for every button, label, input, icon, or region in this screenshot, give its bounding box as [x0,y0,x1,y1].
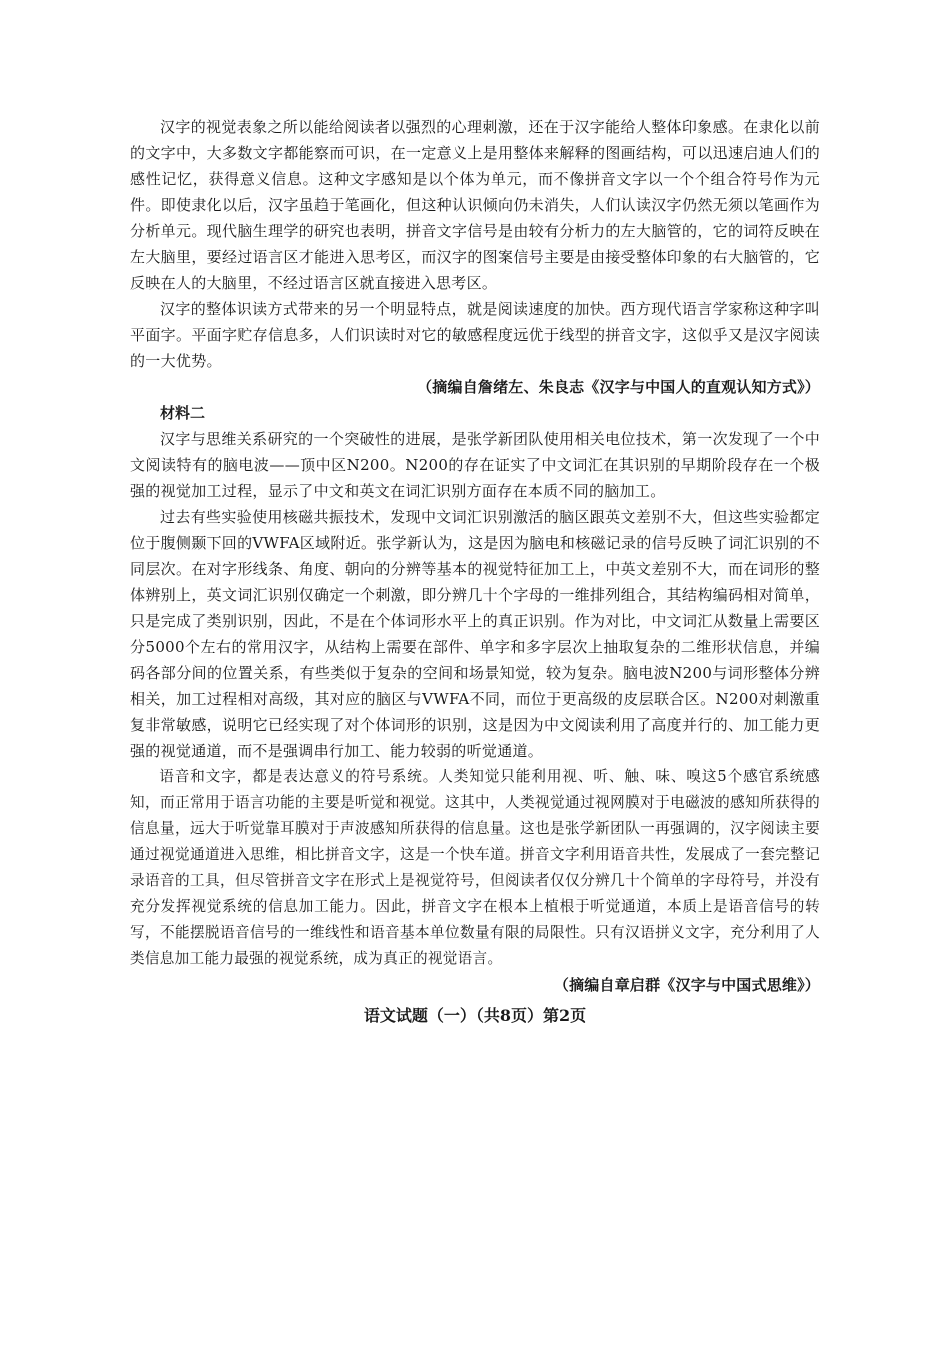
material2-paragraph-1: 汉字与思维关系研究的一个突破性的进展，是张学新团队使用相关电位技术，第一次发现了一个中文阅读特有的脑电波——顶中区N200。N200的存在证实了中文词汇在其识别的早期阶段存在一个极强的视觉加工过程，显示了中文和英文在词汇识别方面存在本质不同的脑加工。 [130,430,820,500]
material1-source: （摘编自詹绪左、朱良志《汉字与中国人的直观认知方式》） [417,378,820,396]
exam-page [130,114,820,1030]
material1-paragraph-1: 汉字的视觉表象之所以能给阅读者以强烈的心理刺激，还在于汉字能给人整体印象感。在隶化以前的文字中，大多数文字都能察而可识，在一定意义上是用整体来解释的图画结构，可以迅速启迪人们的感性记忆，获得意义信息。这种文字感知是以个体为单元，而不像拼音文字以一个个组合符号作为元件。即使隶化以后，汉字虽趋于笔画化，但这种认识倾向仍未消失，人们认读汉字仍然无须以笔画作为分析单元。现代脑生理学的研究也表明，拼音文字信号是由较有分析力的左大脑管的，它的词符反映在左大脑里，要经过语言区才能进入思考区，而汉字的图案信号主要是由接受整体印象的右大脑管的，它反映在人的大脑里，不经过语言区就直接进入思考区。 [130,118,820,292]
material2-source: （摘编自章启群《汉字与中国式思维》） [553,976,820,994]
material2-title: 材料二 [160,404,206,422]
material2-paragraph-3: 语音和文字，都是表达意义的符号系统。人类知觉只能利用视、听、触、味、嗅这5个感官系统感知，而正常用于语言功能的主要是听觉和视觉。这其中，人类视觉通过视网膜对于电磁波的感知所获得的信息量，远大于听觉靠耳膜对于声波感知所获得的信息量。这也是张学新团队一再强调的，汉字阅读主要通过视觉通道进入思维，相比拼音文字，这是一个快车道。拼音文字利用语音共性，发展成了一套完整记录语音的工具，但尽管拼音文字在形式上是视觉符号，但阅读者仅仅分辨几十个简单的字母符号，并没有充分发挥视觉系统的信息加工能力。因此，拼音文字在根本上植根于听觉通道，本质上是语音信号的转写，不能摆脱语音信号的一维线性和语音基本单位数量有限的局限性。只有汉语拼义文字，充分利用了人类信息加工能力最强的视觉系统，成为真正的视觉语言。 [130,768,820,967]
material1-paragraph-2: 汉字的整体识读方式带来的另一个明显特点，就是阅读速度的加快。西方现代语言学家称这种字叫平面字。平面字贮存信息多，人们识读时对它的敏感程度远优于线型的拼音文字，这似乎又是汉字阅读的一大优势。 [130,300,820,370]
material2-paragraph-2: 过去有些实验使用核磁共振技术，发现中文词汇识别激活的脑区跟英文差别不大，但这些实验都定位于腹侧颞下回的VWFA区域附近。张学新认为，这是因为脑电和核磁记录的信号反映了词汇识别的不同层次。在对字形线条、角度、朝向的分辨等基本的视觉特征加工上，中英文差别不大，而在词形的整体辨别上，英文词汇识别仅确定一个刺激，即分辨几十个字母的一维排列组合，其结构编码相对简单，只是完成了类别识别，因此，不是在个体词形水平上的真正识别。作为对比，中文词汇从数量上需要区分5000个左右的常用汉字，从结构上需要在部件、单字和多字层次上抽取复杂的二维形状信息，并编码各部分间的位置关系，有些类似于复杂的空间和场景知觉，较为复杂。脑电波N200与词形整体分辨相关，加工过程相对高级，其对应的脑区与VWFA不同，而位于更高级的皮层联合区。N200对刺激重复非常敏感，说明它已经实现了对个体词形的识别，这是因为中文阅读利用了高度并行的、加工能力更强的视觉通道，而不是强调串行加工、能力较弱的听觉通道。 [130,508,820,760]
page-footer: 语文试题（一）（共8页）第2页 [363,1006,587,1025]
